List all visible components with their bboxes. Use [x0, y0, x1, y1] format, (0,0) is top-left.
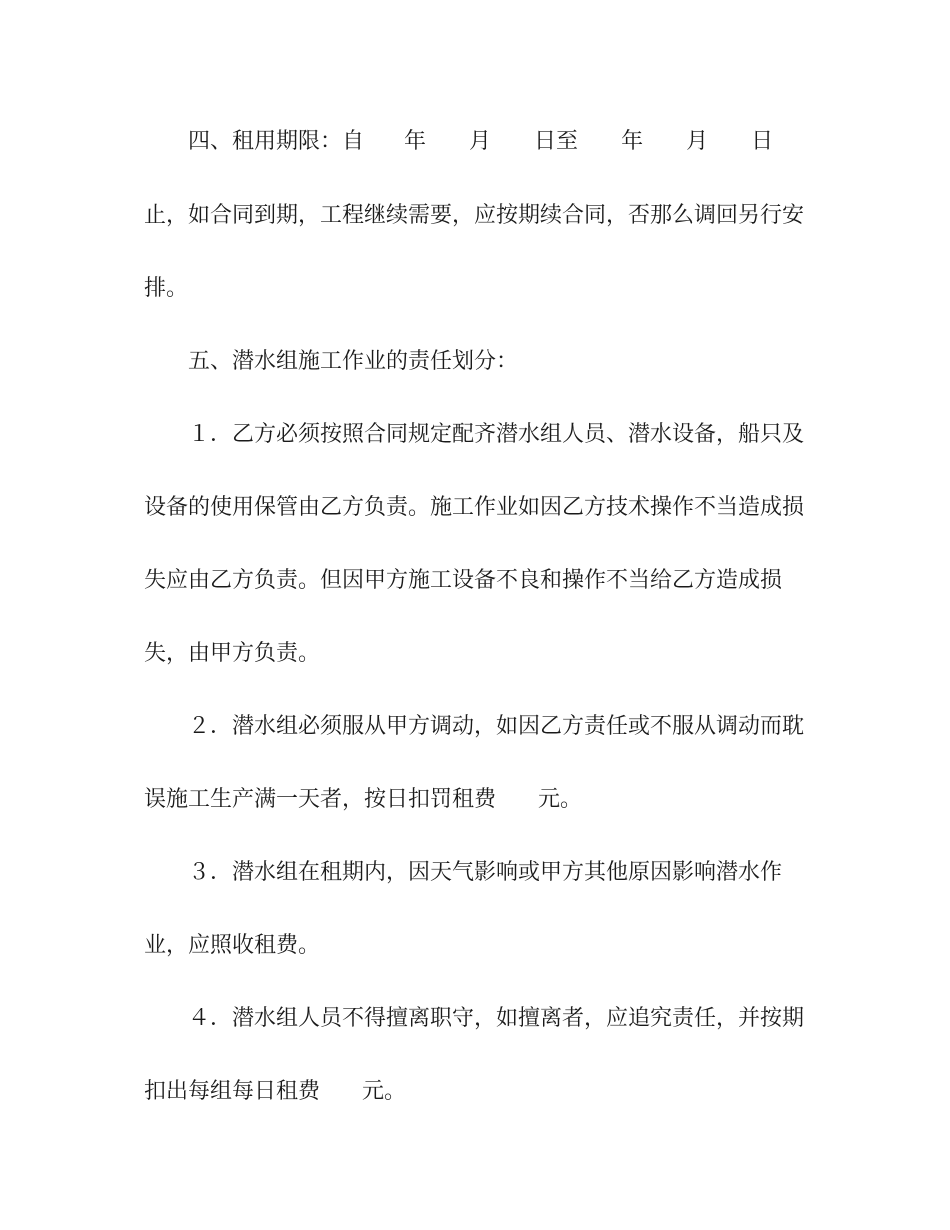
rental-term-line — [188, 127, 773, 157]
clause-1-line: 失应由乙方负责。但因甲方施工设备不良和操作不当给乙方造成损 — [144, 568, 783, 593]
deduct-unit: 元。 — [362, 1079, 407, 1104]
penalty-unit: 元。 — [538, 787, 583, 812]
start-year: 年 — [404, 129, 427, 154]
clause-4-line — [144, 1077, 406, 1107]
start-day-to: 日至 — [534, 129, 579, 154]
paragraph-line: 止，如合同到期，工程继续需要，应按期续合同，否那么调回另行安 — [144, 203, 805, 228]
clause-1-line: 设备的使用保管由乙方负责。施工作业如因乙方技术操作不当造成损 — [144, 495, 805, 520]
clause-3-line: 业，应照收租费。 — [144, 933, 321, 958]
clause-1-line: １．乙方必须按照合同规定配齐潜水组人员、潜水设备，船只及 — [188, 422, 805, 447]
end-day: 日 — [751, 129, 774, 154]
start-month: 月 — [469, 129, 492, 154]
rental-term-label: 四、租用期限：自 — [188, 129, 365, 154]
clause-3-line: ３．潜水组在租期内，因天气影响或甲方其他原因影响潜水作 — [188, 860, 783, 885]
end-year: 年 — [621, 129, 644, 154]
deduct-text: 扣出每组每日租费 — [144, 1079, 321, 1104]
section-heading: 五、潜水组施工作业的责任划分： — [188, 349, 519, 374]
penalty-text: 误施工生产满一天者，按日扣罚租费 — [144, 787, 497, 812]
clause-2-line — [144, 785, 582, 815]
end-month: 月 — [686, 129, 709, 154]
paragraph-line: 排。 — [144, 276, 189, 301]
clause-1-line: 失，由甲方负责。 — [144, 641, 321, 666]
clause-2-line: ２．潜水组必须服从甲方调动，如因乙方责任或不服从调动而耽 — [188, 714, 805, 739]
clause-4-line: ４．潜水组人员不得擅离职守，如擅离者，应追究责任，并按期 — [188, 1006, 805, 1031]
